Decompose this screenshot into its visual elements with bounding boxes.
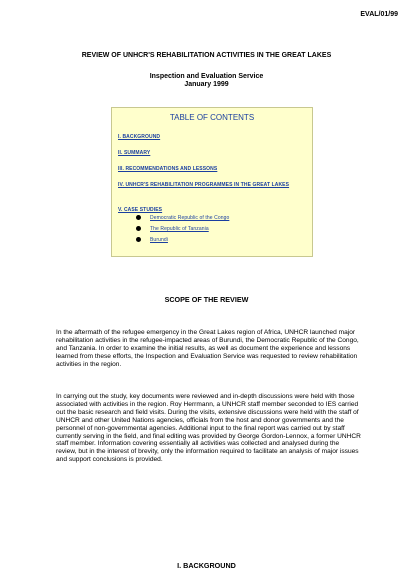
table-of-contents	[111, 107, 313, 257]
toc-link-programmes[interactable]: IV. UNHCR'S REHABILITATION PROGRAMMES IN THE GREAT LAKES	[118, 182, 290, 188]
toc-link-burundi[interactable]: Burundi	[150, 237, 168, 243]
toc-subitem	[150, 226, 209, 232]
document-title: REVIEW OF UNHCR'S REHABILITATION ACTIVITIES IN THE GREAT LAKES	[81, 52, 332, 59]
bullet-icon	[136, 237, 141, 242]
document-subtitle-date: January 1999	[184, 81, 229, 88]
toc-link-summary[interactable]: II. SUMMARY	[118, 150, 151, 156]
toc-link-tanzania[interactable]: The Republic of Tanzania	[150, 226, 209, 232]
toc-subitem	[150, 215, 229, 221]
toc-link-drc[interactable]: Democratic Republic of the Congo	[150, 215, 230, 221]
toc-link-background[interactable]: I. BACKGROUND	[118, 134, 161, 140]
paragraph-intro: In the aftermath of the refugee emergency in the Great Lakes region of Africa, UNHCR launched major rehabilitation activities in the refugee-impacted areas of Burundi, the Democratic Republic of the Congo, and Tanzania. In order to examine the initial results, as well as document the experience and lessons learned from these efforts, the Inspection and Evaluation Service was requested to review rehabilitation activities in the region.	[56, 329, 359, 368]
bullet-icon	[136, 215, 141, 220]
bullet-icon	[136, 226, 141, 231]
toc-link-recommendations[interactable]: III. RECOMMENDATIONS AND LESSONS	[118, 166, 218, 172]
background-heading: I. BACKGROUND	[177, 561, 236, 570]
document-subtitle-service: Inspection and Evaluation Service	[149, 73, 264, 80]
scope-heading: SCOPE OF THE REVIEW	[164, 295, 249, 304]
document-code: EVAL/01/99	[360, 11, 398, 18]
toc-subitem	[150, 237, 168, 243]
paragraph-method: In carrying out the study, key documents were reviewed and in-depth discussions were held with those associated with activities in the region. Roy Herrmann, a UNHCR staff member seconded to IES carried out the basic research and field visits. During the visits, extensive discussions were held with the staff of UNHCR and other United Nations agencies, officials from the host and donor governments and the personnel of non-governmental agencies. Additional input to the final report was carried out by staff currently serving in the field, and final editing was provided by George Gordon-Lennox, a former UNHCR staff member. Information covering essentially all activities was collected and analysed during the review, but in the interest of brevity, only the information required to facilitate an analysis of major issues and support conclusions is provided.	[56, 393, 361, 464]
toc-link-case-studies[interactable]: V. CASE STUDIES	[118, 207, 163, 213]
toc-title: TABLE OF CONTENTS	[169, 113, 255, 122]
